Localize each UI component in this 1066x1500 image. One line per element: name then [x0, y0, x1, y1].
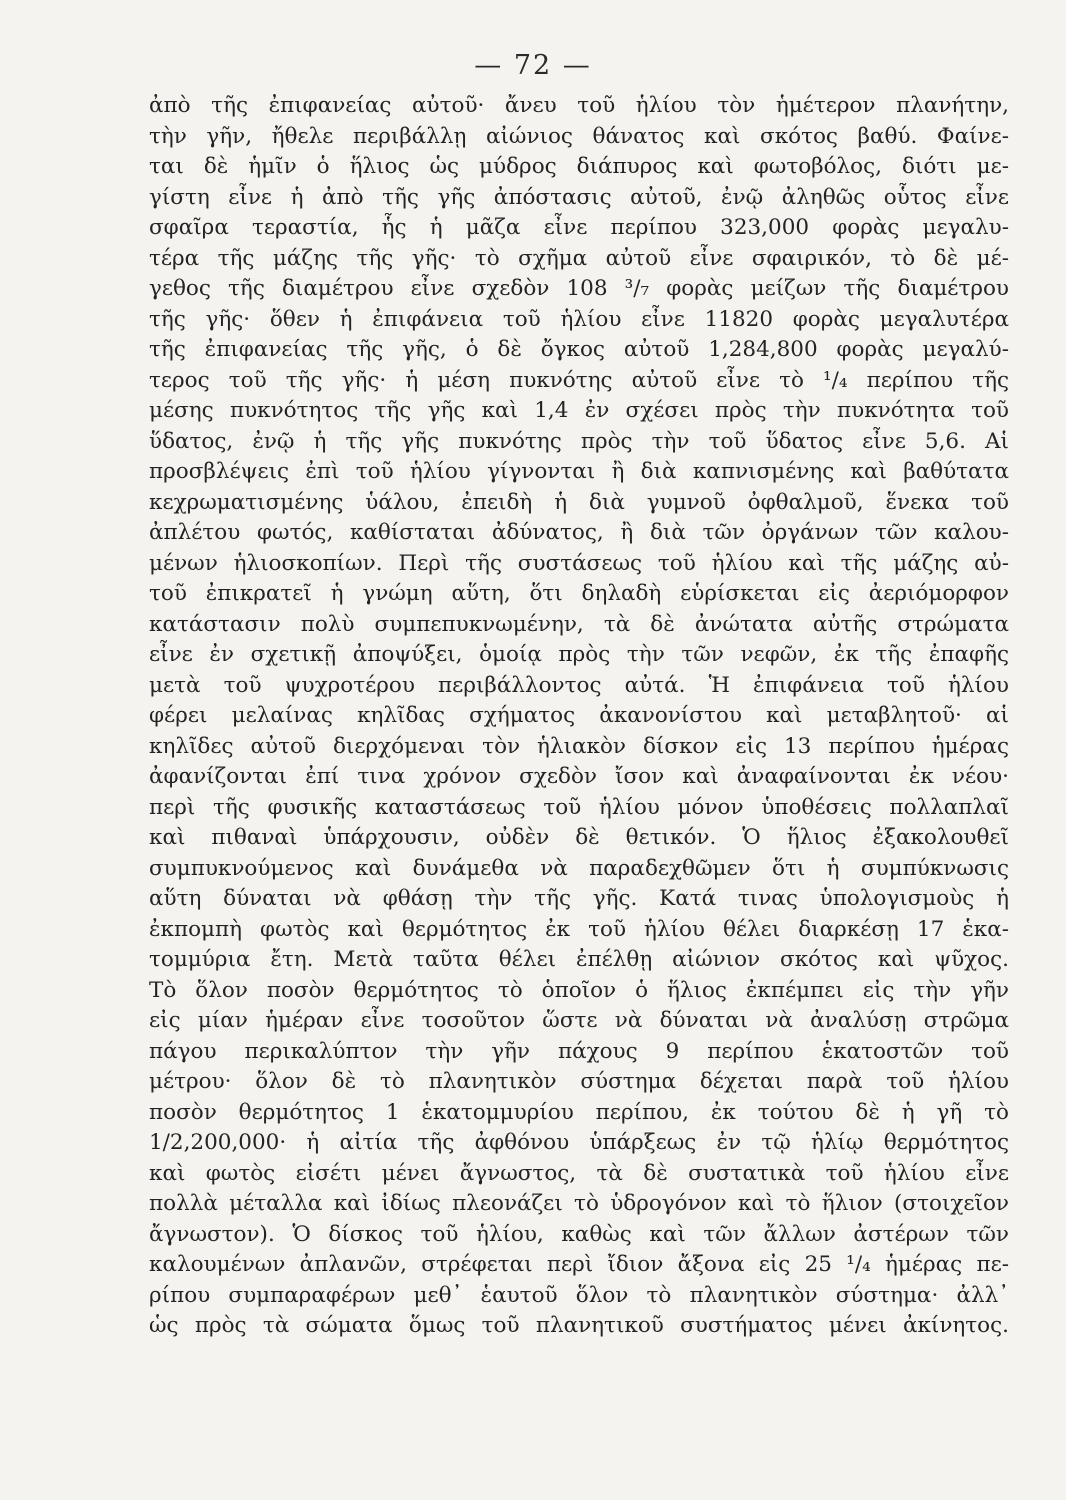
text-line: κεχρωματισμένης ὑάλου, ἐπειδὴ ἡ διὰ γυμνοῦ ὀφθαλμοῦ, ἕνεκα τοῦ [149, 489, 1009, 515]
text-line: ρίπου συμπαραφέρων μεθ᾽ ἑαυτοῦ ὅλον τὸ πλανητικὸν σύστημα· ἀλλ᾽ [149, 1282, 1009, 1308]
text-line: μέτρου· ὅλον δὲ τὸ πλανητικὸν σύστημα δέχεται παρὰ τοῦ ἡλίου [149, 1069, 1009, 1094]
text-line: καὶ φωτὸς εἰσέτι μένει ἄγνωστος, τὰ δὲ συστατικὰ τοῦ ἡλίου εἶνε [149, 1160, 1009, 1186]
text-line: καὶ πιθαναὶ ὑπάρχουσιν, οὐδὲν δὲ θετικόν. Ὁ ἥλιος ἐξακολουθεῖ [149, 825, 1009, 850]
text-line: ὕδατος, ἐνῷ ἡ τῆς γῆς πυκνότης πρὸς τὴν τοῦ ὕδατος εἶνε 5,6. Αἱ [149, 428, 1009, 454]
text-line: αὕτη δύναται νὰ φθάσῃ τὴν τῆς γῆς. Κατά τινας ὑπολογισμοὺς ἡ [149, 886, 1009, 911]
text-line: μένων ἡλιοσκοπίων. Περὶ τῆς συστάσεως τοῦ ἡλίου καὶ τῆς μάζης αὐ- [149, 550, 1009, 576]
text-line: εἶνε ἐν σχετικῇ ἀποψύξει, ὁμοίᾳ πρὸς τὴν τῶν νεφῶν, ἐκ τῆς ἐπαφῆς [149, 642, 1009, 667]
text-line: πολλὰ μέταλλα καὶ ἰδίως πλεονάζει τὸ ὑδρογόνον καὶ τὸ ἥλιον (στοιχεῖον [149, 1191, 1009, 1216]
text-line: ται δὲ ἡμῖν ὁ ἥλιος ὡς μύδρος διάπυρος καὶ φωτοβόλος, διότι με- [149, 154, 1009, 179]
text-line: συμπυκνούμενος καὶ δυνάμεθα νὰ παραδεχθῶμεν ὅτι ἡ συμπύκνωσις [149, 855, 1009, 881]
text-line: μετὰ τοῦ ψυχροτέρου περιβάλλοντος αὐτά. Ἡ ἐπιφάνεια τοῦ ἡλίου [149, 672, 1009, 698]
text-line: γίστη εἶνε ἡ ἀπὸ τῆς γῆς ἀπόστασις αὐτοῦ, ἐνῷ ἀληθῶς οὗτος εἶνε [149, 184, 1009, 210]
text-line: καλουμένων ἀπλανῶν, στρέφεται περὶ ἴδιον ἄξονα εἰς 25 ¹/₄ ἡμέρας πε- [149, 1252, 1009, 1277]
text-line: τομμύρια ἔτη. Μετὰ ταῦτα θέλει ἐπέλθῃ αἰώνιον σκότος καὶ ψῦχος. [149, 947, 1009, 972]
text-line: τῆς ἐπιφανείας τῆς γῆς, ὁ δὲ ὄγκος αὐτοῦ 1,284,800 φορὰς μεγαλύ- [149, 337, 1009, 362]
text-line: τὴν γῆν, ἤθελε περιβάλλῃ αἰώνιος θάνατος καὶ σκότος βαθύ. Φαίνε- [149, 123, 1009, 149]
text-line: τῆς γῆς· ὅθεν ἡ ἐπιφάνεια τοῦ ἡλίου εἶνε 11820 φορὰς μεγαλυτέρα [149, 306, 1009, 332]
text-line: 1/2,200,000· ἡ αἰτία τῆς ἀφθόνου ὑπάρξεως ἐν τῷ ἡλίῳ θερμότητος [149, 1130, 1009, 1155]
text-line: μέσης πυκνότητος τῆς γῆς καὶ 1,4 ἐν σχέσει πρὸς τὴν πυκνότητα τοῦ [149, 398, 1009, 423]
text-line: φέρει μελαίνας κηλῖδας σχήματος ἀκανονίστου καὶ μεταβλητοῦ· αἱ [149, 703, 1009, 728]
text-line: τέρα τῆς μάζης τῆς γῆς· τὸ σχῆμα αὐτοῦ εἶνε σφαιρικόν, τὸ δὲ μέ- [149, 245, 1009, 271]
text-line: ὡς πρὸς τὰ σώματα ὅμως τοῦ πλανητικοῦ συστήματος μένει ἀκίνητος. [149, 1313, 1009, 1338]
text-line: ἀπὸ τῆς ἐπιφανείας αὐτοῦ· ἄνευ τοῦ ἡλίου τὸν ἡμέτερον πλανήτην, [149, 93, 1009, 118]
text-line: ποσὸν θερμότητος 1 ἑκατομμυρίου περίπου, ἐκ τούτου δὲ ἡ γῆ τὸ [149, 1099, 1009, 1125]
text-line: εἰς μίαν ἡμέραν εἶνε τοσοῦτον ὥστε νὰ δύναται νὰ ἀναλύσῃ στρῶμα [149, 1008, 1009, 1033]
text-line: γεθος τῆς διαμέτρου εἶνε σχεδὸν 108 ³/₇ φορὰς μείζων τῆς διαμέτρου [149, 276, 1009, 301]
text-line: τερος τοῦ τῆς γῆς· ἡ μέση πυκνότης αὐτοῦ εἶνε τὸ ¹/₄ περίπου τῆς [149, 367, 1009, 393]
page-number: — 72 — [474, 50, 592, 81]
text-line: πάγου περικαλύπτον τὴν γῆν πάχους 9 περίπου ἑκατοστῶν τοῦ [149, 1038, 1009, 1064]
text-line: τοῦ ἐπικρατεῖ ἡ γνώμη αὕτη, ὅτι δηλαδὴ εὑρίσκεται εἰς ἀεριόμορφον [149, 581, 1009, 606]
text-line: ἀπλέτου φωτός, καθίσταται ἀδύνατος, ἢ διὰ τῶν ὀργάνων τῶν καλου- [149, 520, 1009, 545]
text-line: προσβλέψεις ἐπὶ τοῦ ἡλίου γίγνονται ἢ διὰ καπνισμένης καὶ βαθύτατα [149, 459, 1009, 484]
text-line: κατάστασιν πολὺ συμπεπυκνωμένην, τὰ δὲ ἀνώτατα αὐτῆς στρώματα [149, 611, 1009, 637]
text-line: Τὸ ὅλον ποσὸν θερμότητος τὸ ὁποῖον ὁ ἥλιος ἐκπέμπει εἰς τὴν γῆν [149, 977, 1009, 1003]
text-line: ἐκπομπὴ φωτὸς καὶ θερμότητος ἐκ τοῦ ἡλίου θέλει διαρκέσῃ 17 ἑκα- [149, 916, 1009, 942]
text-line: ἀφανίζονται ἐπί τινα χρόνον σχεδὸν ἴσον καὶ ἀναφαίνονται ἐκ νέου· [149, 764, 1009, 789]
text-line: ἄγνωστον). Ὁ δίσκος τοῦ ἡλίου, καθὼς καὶ τῶν ἄλλων ἀστέρων τῶν [149, 1221, 1009, 1247]
text-line: περὶ τῆς φυσικῆς καταστάσεως τοῦ ἡλίου μόνον ὑποθέσεις πολλαπλαῖ [149, 794, 1009, 820]
body-text [149, 91, 1009, 1342]
text-line: σφαῖρα τεραστία, ἧς ἡ μᾶζα εἶνε περίπου 323,000 φορὰς μεγαλυ- [149, 215, 1009, 240]
text-line: κηλῖδες αὐτοῦ διερχόμεναι τὸν ἡλιακὸν δίσκον εἰς 13 περίπου ἡμέρας [149, 733, 1009, 759]
